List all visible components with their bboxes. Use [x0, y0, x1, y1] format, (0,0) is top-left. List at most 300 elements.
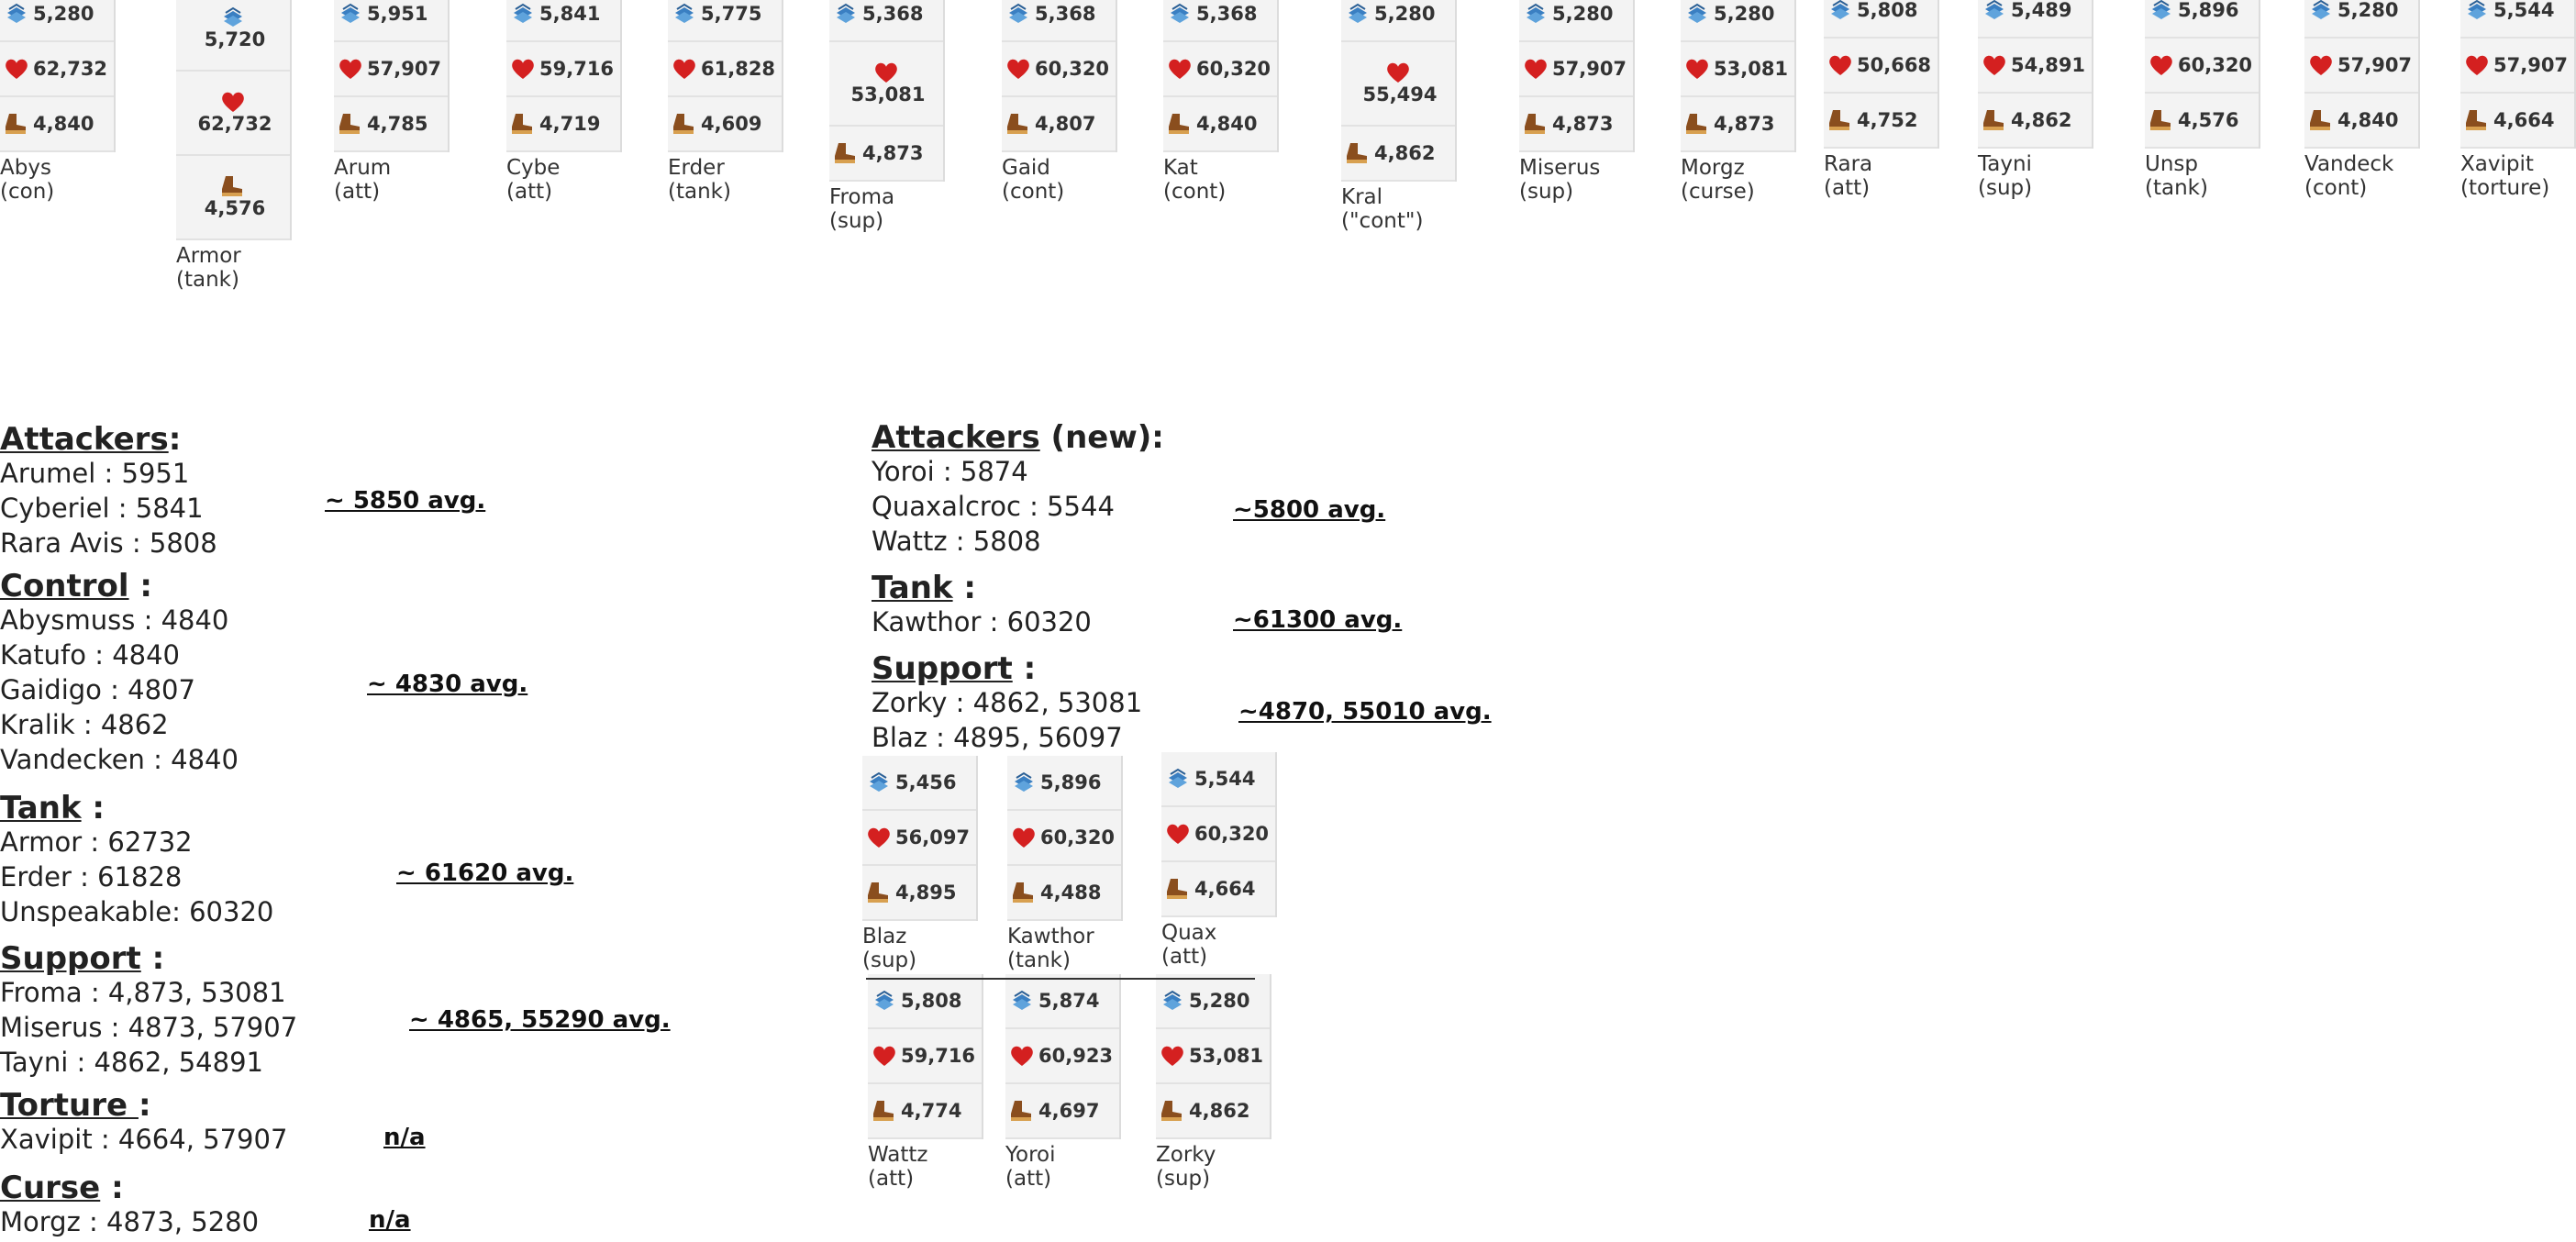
shield-icon	[510, 2, 536, 26]
health-stat	[2304, 39, 2418, 94]
stat-value: 5,280	[2337, 0, 2399, 21]
stat-value: 4,862	[1374, 142, 1436, 164]
unit-card	[176, 0, 292, 292]
stat-value: 4,664	[2493, 109, 2555, 131]
heart-icon	[1160, 1044, 1185, 1068]
health-stat	[1002, 42, 1116, 97]
heart-icon	[873, 61, 899, 84]
section-heading: Attackers	[0, 422, 169, 459]
line: Miserus : 4873, 57907	[0, 1015, 298, 1044]
section-heading: Tank	[872, 571, 953, 607]
stat-value: 62,732	[197, 114, 272, 136]
unit-name: Gaid (cont)	[1002, 154, 1065, 204]
heart-icon	[1011, 826, 1037, 849]
section-heading: Control	[0, 569, 129, 605]
defense-stat	[176, 0, 290, 72]
stat-column	[829, 0, 945, 182]
health-stat	[0, 42, 114, 97]
stat-value: 5,489	[2011, 0, 2072, 21]
boot-icon	[1684, 112, 1710, 136]
line: Arumel : 5951	[0, 460, 190, 490]
heart-icon	[1167, 57, 1193, 81]
defense-stat	[1519, 0, 1633, 42]
boot-icon	[510, 112, 536, 136]
line: Cyberiel : 5841	[0, 495, 204, 525]
boot-icon	[1523, 112, 1549, 136]
section-heading: Support	[872, 651, 1013, 688]
stat-value: 4,576	[2178, 109, 2239, 131]
unit-card	[1161, 752, 1277, 969]
unit-name: Kat (cont)	[1163, 154, 1227, 204]
shield-icon	[2464, 0, 2490, 22]
attack-stat	[1007, 866, 1121, 921]
boot-icon	[2464, 108, 2490, 132]
avg-label: ~ 5850 avg.	[325, 488, 486, 516]
right-tank-section	[872, 571, 1092, 642]
health-stat	[2460, 39, 2574, 94]
stat-value: 57,907	[367, 58, 442, 80]
shield-icon	[1009, 989, 1035, 1013]
stat-value: 5,280	[33, 3, 94, 25]
unit-name: Rara (att)	[1824, 150, 1873, 200]
unit-name: Abys (con)	[0, 154, 55, 204]
section-heading: Tank	[0, 791, 82, 827]
health-stat	[1007, 811, 1121, 866]
health-stat	[868, 1029, 982, 1084]
heart-icon	[1827, 53, 1853, 77]
heart-icon	[2149, 53, 2174, 77]
defense-stat	[2304, 0, 2418, 39]
unit-name: Erder (tank)	[668, 154, 731, 204]
boot-icon	[2149, 108, 2174, 132]
heart-icon	[1385, 61, 1411, 84]
avg-label: ~61300 avg.	[1233, 607, 1403, 635]
heart-icon	[1005, 57, 1031, 81]
stat-value: 5,456	[895, 771, 957, 793]
stat-value: 4,862	[2011, 109, 2072, 131]
stat-value: 4,873	[862, 142, 924, 164]
heart-icon	[1165, 822, 1191, 846]
line: Armor : 62732	[0, 829, 193, 859]
line: Vandecken : 4840	[0, 747, 239, 776]
attack-stat	[1519, 97, 1633, 152]
unit-name: Wattz (att)	[868, 1141, 928, 1191]
shield-icon	[1684, 2, 1710, 26]
unit-card	[2304, 0, 2420, 200]
avg-label: ~ 4830 avg.	[367, 671, 528, 699]
left-control-section	[0, 569, 239, 780]
boot-icon	[338, 112, 363, 136]
section-heading: Support	[0, 941, 141, 978]
stat-column	[0, 0, 116, 152]
defense-stat	[868, 974, 982, 1029]
section-heading: Curse	[0, 1170, 101, 1207]
section-heading: Attackers	[872, 420, 1040, 457]
stat-column	[334, 0, 450, 152]
stat-column	[1341, 0, 1457, 182]
stat-value: 60,320	[2178, 54, 2253, 76]
unit-card	[0, 0, 116, 204]
stat-value: 5,896	[2178, 0, 2239, 21]
line: Abysmuss : 4840	[0, 607, 229, 637]
unit-card	[1978, 0, 2093, 200]
heart-icon	[1684, 57, 1710, 81]
heart-icon	[220, 90, 246, 114]
stat-value: 4,840	[2337, 109, 2399, 131]
heading-suffix: (new):	[1039, 420, 1164, 457]
heart-icon	[866, 826, 892, 849]
defense-stat	[1005, 974, 1119, 1029]
stat-value: 4,774	[901, 1100, 962, 1122]
stat-value: 56,097	[895, 826, 971, 848]
boot-icon	[4, 112, 29, 136]
health-stat	[1156, 1029, 1270, 1084]
line: Gaidigo : 4807	[0, 677, 195, 706]
stat-value: 5,280	[1374, 3, 1436, 25]
unit-card	[1005, 974, 1121, 1191]
unit-card	[1681, 0, 1796, 204]
defense-stat	[862, 756, 976, 811]
unit-name: Xavipit (torture)	[2460, 150, 2550, 200]
line: Erder : 61828	[0, 864, 183, 893]
boot-icon	[672, 112, 697, 136]
unit-card	[1519, 0, 1635, 204]
heart-icon	[872, 1044, 897, 1068]
heart-icon	[4, 57, 29, 81]
unit-card	[1156, 974, 1271, 1191]
stat-value: 60,923	[1038, 1045, 1114, 1067]
stat-column	[2145, 0, 2260, 149]
stat-value: 5,808	[1857, 0, 1918, 21]
boot-icon	[1011, 881, 1037, 904]
stat-value: 5,368	[862, 3, 924, 25]
stat-value: 4,862	[1189, 1100, 1250, 1122]
boot-icon	[872, 1099, 897, 1123]
stat-column	[2460, 0, 2576, 149]
unit-name: Kral ("cont")	[1341, 183, 1424, 233]
unit-name: Cybe (att)	[506, 154, 561, 204]
stat-value: 5,280	[1552, 3, 1614, 25]
health-stat	[862, 811, 976, 866]
boot-icon	[1165, 877, 1191, 901]
heart-icon	[510, 57, 536, 81]
unit-name: Zorky (sup)	[1156, 1141, 1216, 1191]
unit-card	[1007, 756, 1123, 972]
line: Unspeakable: 60320	[0, 899, 274, 928]
unit-name: Miserus (sup)	[1519, 154, 1601, 204]
stat-value: 60,320	[1040, 826, 1116, 848]
stat-value: 60,320	[1035, 58, 1110, 80]
stat-column	[1978, 0, 2093, 149]
unit-name: Froma (sup)	[829, 183, 895, 233]
stat-value: 4,895	[895, 882, 957, 904]
line: Froma : 4,873, 53081	[0, 980, 286, 1009]
heart-icon	[2308, 53, 2334, 77]
unit-card	[2145, 0, 2260, 200]
stat-value: 4,785	[367, 113, 428, 135]
stat-value: 5,874	[1038, 990, 1100, 1012]
shield-icon	[2308, 0, 2334, 22]
defense-stat	[829, 0, 943, 42]
stat-column	[868, 974, 983, 1139]
boot-icon	[866, 881, 892, 904]
stat-value: 60,320	[1194, 823, 1270, 845]
defense-stat	[2460, 0, 2574, 39]
attack-stat	[0, 97, 114, 152]
shield-icon	[833, 2, 859, 26]
defense-stat	[1824, 0, 1938, 39]
attack-stat	[1005, 1084, 1119, 1139]
avg-label: ~ 61620 avg.	[396, 860, 574, 888]
health-stat	[1161, 807, 1275, 862]
stat-column	[1161, 752, 1277, 917]
boot-icon	[1167, 112, 1193, 136]
unit-card	[868, 974, 983, 1191]
health-stat	[1681, 42, 1794, 97]
stat-value: 54,891	[2011, 54, 2086, 76]
line: Yoroi : 5874	[872, 459, 1028, 488]
health-stat	[668, 42, 782, 97]
boot-icon	[220, 174, 246, 198]
unit-card	[668, 0, 783, 204]
attack-stat	[1156, 1084, 1270, 1139]
stat-value: 4,873	[1552, 113, 1614, 135]
line: Rara Avis : 5808	[0, 530, 217, 560]
stat-value: 5,544	[2493, 0, 2555, 21]
unit-card	[1163, 0, 1279, 204]
avg-label: ~5800 avg.	[1233, 497, 1386, 525]
heading-suffix: :	[81, 791, 105, 827]
unit-card	[506, 0, 622, 204]
shield-icon	[1982, 0, 2007, 22]
attack-stat	[868, 1084, 982, 1139]
stat-value: 4,752	[1857, 109, 1918, 131]
boot-icon	[1009, 1099, 1035, 1123]
shield-icon	[1523, 2, 1549, 26]
attack-stat	[1978, 94, 2092, 149]
stat-value: 5,368	[1196, 3, 1258, 25]
left-tank-section	[0, 791, 273, 932]
heading-suffix: :	[100, 1170, 124, 1207]
health-stat	[829, 42, 943, 127]
shield-icon	[338, 2, 363, 26]
line: Kawthor : 60320	[872, 609, 1092, 638]
defense-stat	[334, 0, 448, 42]
stat-value: 4,719	[539, 113, 601, 135]
stat-value: 4,840	[33, 113, 94, 135]
shield-icon	[872, 989, 897, 1013]
attack-stat	[668, 97, 782, 152]
line: Tayni : 4862, 54891	[0, 1049, 263, 1079]
attack-stat	[1163, 97, 1277, 152]
unit-card	[2460, 0, 2576, 200]
stat-value: 50,668	[1857, 54, 1932, 76]
unit-card	[334, 0, 450, 204]
defense-stat	[506, 0, 620, 42]
health-stat	[1978, 39, 2092, 94]
shield-icon	[672, 2, 697, 26]
left-torture-section	[0, 1088, 287, 1159]
stat-value: 57,907	[2493, 54, 2569, 76]
stat-value: 61,828	[701, 58, 776, 80]
defense-stat	[0, 0, 114, 42]
stat-value: 57,907	[2337, 54, 2413, 76]
attack-stat	[829, 127, 943, 182]
stat-value: 60,320	[1196, 58, 1271, 80]
stat-column	[1005, 974, 1121, 1139]
stat-value: 59,716	[539, 58, 615, 80]
shield-icon	[1005, 2, 1031, 26]
unit-card	[1341, 0, 1457, 233]
attack-stat	[1824, 94, 1938, 149]
unit-name: Morgz (curse)	[1681, 154, 1755, 204]
attack-stat	[1681, 97, 1794, 152]
card-divider	[866, 978, 1255, 980]
stat-column	[176, 0, 292, 240]
heart-icon	[1523, 57, 1549, 81]
heading-suffix: :	[1012, 651, 1037, 688]
heading-suffix: :	[138, 1088, 151, 1125]
unit-card	[862, 756, 978, 972]
attack-stat	[2460, 94, 2574, 149]
unit-name: Yoroi (att)	[1005, 1141, 1056, 1191]
stat-column	[1007, 756, 1123, 921]
avg-label: n/a	[369, 1207, 411, 1235]
defense-stat	[668, 0, 782, 42]
stat-value: 53,081	[850, 84, 926, 106]
stat-value: 4,873	[1714, 113, 1775, 135]
heading-suffix: :	[140, 941, 165, 978]
line: Blaz : 4895, 56097	[872, 725, 1123, 754]
stat-column	[668, 0, 783, 152]
right-attackers-section	[872, 420, 1164, 561]
health-stat	[176, 72, 290, 156]
defense-stat	[1002, 0, 1116, 42]
stat-value: 57,907	[1552, 58, 1627, 80]
right-support-section	[872, 651, 1142, 758]
boot-icon	[1160, 1099, 1185, 1123]
stat-value: 53,081	[1189, 1045, 1264, 1067]
unit-name: Kawthor (tank)	[1007, 923, 1094, 972]
stat-value: 4,488	[1040, 882, 1102, 904]
stat-value: 5,280	[1714, 3, 1775, 25]
stat-value: 4,807	[1035, 113, 1096, 135]
boot-icon	[1005, 112, 1031, 136]
line: Zorky : 4862, 53081	[872, 690, 1143, 719]
health-stat	[334, 42, 448, 97]
unit-name: Quax (att)	[1161, 919, 1217, 969]
shield-icon	[1167, 2, 1193, 26]
shield-icon	[1165, 767, 1191, 791]
line: Morgz : 4873, 5280	[0, 1209, 260, 1238]
avg-label: ~ 4865, 55290 avg.	[409, 1007, 671, 1035]
defense-stat	[1156, 974, 1270, 1029]
shield-icon	[1827, 0, 1853, 22]
health-stat	[1519, 42, 1633, 97]
stat-column	[1519, 0, 1635, 152]
stat-value: 5,280	[1189, 990, 1250, 1012]
health-stat	[1341, 42, 1455, 127]
heart-icon	[1009, 1044, 1035, 1068]
stat-value: 55,494	[1362, 84, 1438, 106]
attack-stat	[862, 866, 976, 921]
health-stat	[1163, 42, 1277, 97]
shield-icon	[1345, 2, 1371, 26]
boot-icon	[833, 141, 859, 165]
unit-card	[829, 0, 945, 233]
stat-value: 59,716	[901, 1045, 976, 1067]
line: Xavipit : 4664, 57907	[0, 1126, 288, 1156]
stat-value: 4,840	[1196, 113, 1258, 135]
stat-value: 4,664	[1194, 878, 1256, 900]
shield-icon	[220, 6, 246, 29]
left-support-section	[0, 941, 297, 1082]
stat-column	[1002, 0, 1117, 152]
stat-value: 4,609	[701, 113, 762, 135]
stat-column	[862, 756, 978, 921]
stat-value: 53,081	[1714, 58, 1789, 80]
heart-icon	[672, 57, 697, 81]
left-attackers-section	[0, 422, 217, 563]
stat-value: 5,841	[539, 3, 601, 25]
heading-suffix: :	[128, 569, 152, 605]
stat-value: 5,896	[1040, 771, 1102, 793]
section-heading: Torture	[0, 1088, 139, 1125]
unit-name: Tayni (sup)	[1978, 150, 2033, 200]
stat-value: 62,732	[33, 58, 108, 80]
stat-value: 5,775	[701, 3, 762, 25]
defense-stat	[1007, 756, 1121, 811]
line: Quaxalcroc : 5544	[872, 493, 1115, 523]
unit-name: Armor (tank)	[176, 242, 241, 292]
heading-suffix: :	[168, 422, 182, 459]
stat-column	[1824, 0, 1939, 149]
stat-value: 5,368	[1035, 3, 1096, 25]
shield-icon	[1160, 989, 1185, 1013]
stat-column	[1163, 0, 1279, 152]
shield-icon	[866, 771, 892, 794]
stat-value: 5,808	[901, 990, 962, 1012]
line: Katufo : 4840	[0, 642, 180, 671]
avg-label: n/a	[383, 1125, 426, 1152]
stat-value: 4,576	[204, 198, 266, 220]
unit-name: Arum (att)	[334, 154, 392, 204]
stat-column	[1156, 974, 1271, 1139]
attack-stat	[1002, 97, 1116, 152]
line: Kralik : 4862	[0, 712, 169, 741]
defense-stat	[1341, 0, 1455, 42]
shield-icon	[4, 2, 29, 26]
stat-column	[506, 0, 622, 152]
attack-stat	[176, 156, 290, 240]
defense-stat	[1681, 0, 1794, 42]
defense-stat	[2145, 0, 2259, 39]
health-stat	[2145, 39, 2259, 94]
attack-stat	[334, 97, 448, 152]
attack-stat	[2145, 94, 2259, 149]
health-stat	[1005, 1029, 1119, 1084]
shield-icon	[1011, 771, 1037, 794]
avg-label: ~4870, 55010 avg.	[1238, 699, 1492, 726]
heart-icon	[338, 57, 363, 81]
stat-column	[2304, 0, 2420, 149]
attack-stat	[2304, 94, 2418, 149]
stat-value: 5,951	[367, 3, 428, 25]
boot-icon	[1982, 108, 2007, 132]
attack-stat	[1341, 127, 1455, 182]
defense-stat	[1161, 752, 1275, 807]
boot-icon	[1827, 108, 1853, 132]
